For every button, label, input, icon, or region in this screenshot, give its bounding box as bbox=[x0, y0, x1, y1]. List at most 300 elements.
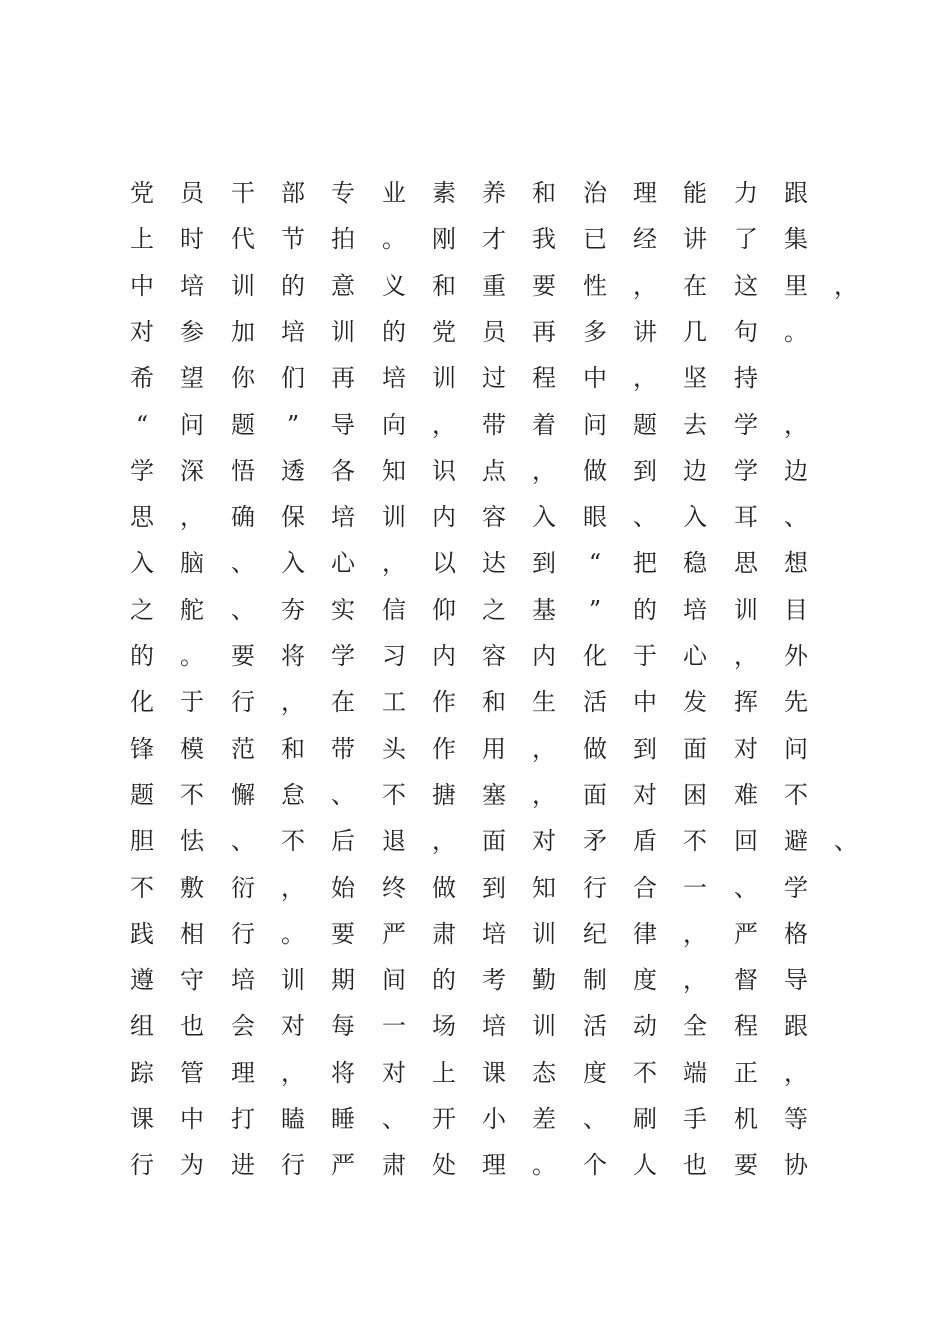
char: 动 bbox=[633, 1012, 657, 1040]
char: 不 bbox=[683, 827, 707, 855]
char: 发 bbox=[683, 688, 707, 716]
char: ， bbox=[683, 920, 707, 948]
char: 识 bbox=[432, 457, 456, 485]
char: 我 bbox=[532, 225, 556, 253]
char: 对 bbox=[281, 1012, 305, 1040]
char: 舵 bbox=[180, 596, 204, 624]
char: 瞌 bbox=[281, 1105, 305, 1133]
char: 理 bbox=[482, 1151, 506, 1179]
char: 挥 bbox=[734, 688, 758, 716]
char: 在 bbox=[683, 272, 707, 300]
char: 训 bbox=[432, 364, 456, 392]
char: 达 bbox=[482, 549, 506, 577]
char: 员 bbox=[180, 179, 204, 207]
char: 作 bbox=[432, 735, 456, 763]
char: 每 bbox=[331, 1012, 355, 1040]
char: 用 bbox=[482, 735, 506, 763]
char: 场 bbox=[432, 1012, 456, 1040]
char: 培 bbox=[482, 1012, 506, 1040]
char: 题 bbox=[231, 411, 255, 439]
char: 生 bbox=[532, 688, 556, 716]
char: 的 bbox=[633, 596, 657, 624]
char: 思 bbox=[130, 503, 154, 531]
char: 问 bbox=[784, 735, 808, 763]
char: 、 bbox=[231, 549, 255, 577]
char: 制 bbox=[583, 966, 607, 994]
char: 人 bbox=[633, 1151, 657, 1179]
char: 态 bbox=[532, 1059, 556, 1087]
char: 困 bbox=[683, 781, 707, 809]
char: 训 bbox=[331, 318, 355, 346]
char: 先 bbox=[784, 688, 808, 716]
char: 希 bbox=[130, 364, 154, 392]
char: 题 bbox=[633, 411, 657, 439]
char: 理 bbox=[231, 1059, 255, 1087]
char: 睡 bbox=[331, 1105, 355, 1133]
char: 肃 bbox=[382, 1151, 406, 1179]
char: 、 bbox=[734, 874, 758, 902]
char: 跟 bbox=[784, 179, 808, 207]
char: 进 bbox=[231, 1151, 255, 1179]
char: 入 bbox=[532, 503, 556, 531]
char: 。 bbox=[532, 1151, 556, 1179]
char: 和 bbox=[532, 179, 556, 207]
char: 训 bbox=[734, 596, 758, 624]
char: 、 bbox=[231, 596, 255, 624]
char: 的 bbox=[130, 642, 154, 670]
char: 经 bbox=[633, 225, 657, 253]
char: ， bbox=[532, 735, 556, 763]
char: 践 bbox=[130, 920, 154, 948]
char: 机 bbox=[734, 1105, 758, 1133]
char: 始 bbox=[331, 874, 355, 902]
char: 难 bbox=[734, 781, 758, 809]
char: 想 bbox=[784, 549, 808, 577]
char: 。 bbox=[382, 225, 406, 253]
char: 差 bbox=[532, 1105, 556, 1133]
char: 、 bbox=[633, 503, 657, 531]
char: 们 bbox=[281, 364, 305, 392]
char: 养 bbox=[482, 179, 506, 207]
char: 课 bbox=[130, 1105, 154, 1133]
char: 的 bbox=[281, 272, 305, 300]
char: 耳 bbox=[734, 503, 758, 531]
char: 搪 bbox=[432, 781, 456, 809]
char: ， bbox=[633, 272, 657, 300]
char: 。 bbox=[281, 920, 305, 948]
char: 到 bbox=[482, 874, 506, 902]
char: 员 bbox=[482, 318, 506, 346]
char: 做 bbox=[432, 874, 456, 902]
char: 和 bbox=[432, 272, 456, 300]
char: 学 bbox=[331, 642, 355, 670]
char: 带 bbox=[482, 411, 506, 439]
char: 端 bbox=[683, 1059, 707, 1087]
char: 不 bbox=[281, 827, 305, 855]
char: 头 bbox=[382, 735, 406, 763]
char: 入 bbox=[683, 503, 707, 531]
char: 确 bbox=[231, 503, 255, 531]
char: 要 bbox=[231, 642, 255, 670]
char: 中 bbox=[180, 1105, 204, 1133]
char: 以 bbox=[432, 549, 456, 577]
char: 上 bbox=[432, 1059, 456, 1087]
char: ， bbox=[281, 874, 305, 902]
char: 要 bbox=[734, 1151, 758, 1179]
char: 勤 bbox=[532, 966, 556, 994]
char: ， bbox=[180, 503, 204, 531]
char: ” bbox=[286, 411, 300, 439]
char: 不 bbox=[130, 874, 154, 902]
char: 内 bbox=[432, 642, 456, 670]
char: ， bbox=[432, 411, 456, 439]
char: 也 bbox=[180, 1012, 204, 1040]
char: 目 bbox=[784, 596, 808, 624]
char: 处 bbox=[432, 1151, 456, 1179]
char: 一 bbox=[683, 874, 707, 902]
char: ， bbox=[382, 549, 406, 577]
char: 、 bbox=[382, 1105, 406, 1133]
char: 内 bbox=[532, 642, 556, 670]
char: 和 bbox=[482, 688, 506, 716]
char: 、 bbox=[231, 827, 255, 855]
char: 矛 bbox=[583, 827, 607, 855]
char: 程 bbox=[532, 364, 556, 392]
char: 悟 bbox=[231, 457, 255, 485]
char: 对 bbox=[532, 827, 556, 855]
char: 上 bbox=[130, 225, 154, 253]
char: 过 bbox=[482, 364, 506, 392]
char: ， bbox=[432, 827, 456, 855]
char: 培 bbox=[683, 596, 707, 624]
char: 重 bbox=[482, 272, 506, 300]
char: 培 bbox=[482, 920, 506, 948]
char: 肃 bbox=[432, 920, 456, 948]
char: 组 bbox=[130, 1012, 154, 1040]
char: 个 bbox=[583, 1151, 607, 1179]
char: ， bbox=[784, 411, 808, 439]
char: 课 bbox=[482, 1059, 506, 1087]
char: 模 bbox=[180, 735, 204, 763]
char: 知 bbox=[532, 874, 556, 902]
char: 代 bbox=[231, 225, 255, 253]
char: 化 bbox=[583, 642, 607, 670]
char: 面 bbox=[583, 781, 607, 809]
char: 化 bbox=[130, 688, 154, 716]
char: 集 bbox=[784, 225, 808, 253]
char: 后 bbox=[331, 827, 355, 855]
char: 到 bbox=[532, 549, 556, 577]
char: ， bbox=[633, 364, 657, 392]
char: 学 bbox=[784, 874, 808, 902]
char: 度 bbox=[633, 966, 657, 994]
char: 纪 bbox=[583, 920, 607, 948]
char: 将 bbox=[331, 1059, 355, 1087]
char: 了 bbox=[734, 225, 758, 253]
char: 衍 bbox=[231, 874, 255, 902]
char: 遵 bbox=[130, 966, 154, 994]
char: 不 bbox=[180, 781, 204, 809]
char: 加 bbox=[231, 318, 255, 346]
char: 仰 bbox=[432, 596, 456, 624]
char: 守 bbox=[180, 966, 204, 994]
char: 行 bbox=[231, 688, 255, 716]
char: 对 bbox=[633, 781, 657, 809]
char: 才 bbox=[482, 225, 506, 253]
char: 透 bbox=[281, 457, 305, 485]
char: 、 bbox=[834, 827, 858, 855]
char: 要 bbox=[532, 272, 556, 300]
char: 稳 bbox=[683, 549, 707, 577]
char: 治 bbox=[583, 179, 607, 207]
char: 盾 bbox=[633, 827, 657, 855]
char: 格 bbox=[784, 920, 808, 948]
char: 学 bbox=[130, 457, 154, 485]
char: 边 bbox=[683, 457, 707, 485]
char: 中 bbox=[130, 272, 154, 300]
char: 学 bbox=[734, 457, 758, 485]
char: 怯 bbox=[180, 827, 204, 855]
char: 督 bbox=[734, 966, 758, 994]
char: “ bbox=[135, 411, 149, 439]
char: 训 bbox=[532, 1012, 556, 1040]
char: 持 bbox=[734, 364, 758, 392]
char: 对 bbox=[382, 1059, 406, 1087]
char: 望 bbox=[180, 364, 204, 392]
char: 心 bbox=[683, 642, 707, 670]
char: 理 bbox=[633, 179, 657, 207]
char: 刷 bbox=[633, 1105, 657, 1133]
char: 退 bbox=[382, 827, 406, 855]
char: 入 bbox=[130, 549, 154, 577]
char: 党 bbox=[130, 179, 154, 207]
char: 实 bbox=[331, 596, 355, 624]
char: 基 bbox=[532, 596, 556, 624]
char: 多 bbox=[583, 318, 607, 346]
char: 容 bbox=[482, 642, 506, 670]
char: 义 bbox=[382, 272, 406, 300]
char: 为 bbox=[180, 1151, 204, 1179]
char: 程 bbox=[734, 1012, 758, 1040]
char: 容 bbox=[482, 503, 506, 531]
char: 训 bbox=[382, 503, 406, 531]
char: 。 bbox=[784, 318, 808, 346]
char: 信 bbox=[382, 596, 406, 624]
char: 行 bbox=[583, 874, 607, 902]
char: 思 bbox=[734, 549, 758, 577]
char: 力 bbox=[734, 179, 758, 207]
char: 眼 bbox=[583, 503, 607, 531]
char: 工 bbox=[382, 688, 406, 716]
char: 意 bbox=[331, 272, 355, 300]
char: 、 bbox=[583, 1105, 607, 1133]
char: 对 bbox=[734, 735, 758, 763]
char: 懈 bbox=[231, 781, 255, 809]
char: 各 bbox=[331, 457, 355, 485]
char: 培 bbox=[281, 318, 305, 346]
char: 间 bbox=[382, 966, 406, 994]
char: 、 bbox=[784, 503, 808, 531]
char: 外 bbox=[784, 642, 808, 670]
char: 于 bbox=[633, 642, 657, 670]
char: 将 bbox=[281, 642, 305, 670]
char: 讲 bbox=[683, 225, 707, 253]
char: ， bbox=[683, 966, 707, 994]
char: 党 bbox=[432, 318, 456, 346]
char: 度 bbox=[583, 1059, 607, 1087]
char: 考 bbox=[482, 966, 506, 994]
char: 边 bbox=[784, 457, 808, 485]
char: 也 bbox=[683, 1151, 707, 1179]
char: 踪 bbox=[130, 1059, 154, 1087]
char: 做 bbox=[583, 735, 607, 763]
char: 活 bbox=[583, 688, 607, 716]
char: 刚 bbox=[432, 225, 456, 253]
char: 的 bbox=[432, 966, 456, 994]
char: 中 bbox=[633, 688, 657, 716]
char: 律 bbox=[633, 920, 657, 948]
char: 几 bbox=[683, 318, 707, 346]
char: ， bbox=[532, 781, 556, 809]
char: 严 bbox=[734, 920, 758, 948]
char: 心 bbox=[331, 549, 355, 577]
char: 于 bbox=[180, 688, 204, 716]
char: 脑 bbox=[180, 549, 204, 577]
char: 严 bbox=[331, 1151, 355, 1179]
char: 干 bbox=[231, 179, 255, 207]
char: 之 bbox=[482, 596, 506, 624]
char: 专 bbox=[331, 179, 355, 207]
char: 点 bbox=[482, 457, 506, 485]
char: 会 bbox=[231, 1012, 255, 1040]
char: 导 bbox=[784, 966, 808, 994]
char: 中 bbox=[583, 364, 607, 392]
char: 学 bbox=[734, 411, 758, 439]
char: 性 bbox=[583, 272, 607, 300]
char: 在 bbox=[331, 688, 355, 716]
char: 行 bbox=[130, 1151, 154, 1179]
char: 题 bbox=[130, 781, 154, 809]
char: 内 bbox=[432, 503, 456, 531]
char: 里 bbox=[784, 272, 808, 300]
char: 的 bbox=[382, 318, 406, 346]
char: 知 bbox=[382, 457, 406, 485]
char: 再 bbox=[532, 318, 556, 346]
char: 范 bbox=[231, 735, 255, 763]
char: 等 bbox=[784, 1105, 808, 1133]
char: 导 bbox=[331, 411, 355, 439]
char: 不 bbox=[382, 781, 406, 809]
char: 手 bbox=[683, 1105, 707, 1133]
char: 严 bbox=[382, 920, 406, 948]
char: 管 bbox=[180, 1059, 204, 1087]
char: 问 bbox=[583, 411, 607, 439]
char: 到 bbox=[633, 457, 657, 485]
char: 怠 bbox=[281, 781, 305, 809]
char: 培 bbox=[331, 503, 355, 531]
char: 讲 bbox=[633, 318, 657, 346]
char: 训 bbox=[231, 272, 255, 300]
char: 培 bbox=[382, 364, 406, 392]
char: 这 bbox=[734, 272, 758, 300]
char: 锋 bbox=[130, 735, 154, 763]
char: 小 bbox=[482, 1105, 506, 1133]
char: ， bbox=[784, 1059, 808, 1087]
char: 做 bbox=[583, 457, 607, 485]
char: 塞 bbox=[482, 781, 506, 809]
char: 、 bbox=[331, 781, 355, 809]
char: 回 bbox=[734, 827, 758, 855]
char: 习 bbox=[382, 642, 406, 670]
char: 培 bbox=[231, 966, 255, 994]
char: 夯 bbox=[281, 596, 305, 624]
char: 协 bbox=[784, 1151, 808, 1179]
char: 入 bbox=[281, 549, 305, 577]
char: 终 bbox=[382, 874, 406, 902]
char: 一 bbox=[382, 1012, 406, 1040]
char: 业 bbox=[382, 179, 406, 207]
char: 活 bbox=[583, 1012, 607, 1040]
char: 已 bbox=[583, 225, 607, 253]
char: 开 bbox=[432, 1105, 456, 1133]
char: 句 bbox=[734, 318, 758, 346]
char: 对 bbox=[130, 318, 154, 346]
char: 相 bbox=[180, 920, 204, 948]
char: 合 bbox=[633, 874, 657, 902]
char: 和 bbox=[281, 735, 305, 763]
char: 胆 bbox=[130, 827, 154, 855]
char: 面 bbox=[683, 735, 707, 763]
char: ” bbox=[588, 596, 602, 624]
char: 训 bbox=[532, 920, 556, 948]
char: ， bbox=[834, 272, 858, 300]
char: 期 bbox=[331, 966, 355, 994]
char: ， bbox=[281, 688, 305, 716]
char: 带 bbox=[331, 735, 355, 763]
char: 跟 bbox=[784, 1012, 808, 1040]
char: 行 bbox=[231, 920, 255, 948]
char: 你 bbox=[231, 364, 255, 392]
char: 作 bbox=[432, 688, 456, 716]
char: 打 bbox=[231, 1105, 255, 1133]
char: 部 bbox=[281, 179, 305, 207]
char: 坚 bbox=[683, 364, 707, 392]
char: 行 bbox=[281, 1151, 305, 1179]
char: ， bbox=[734, 642, 758, 670]
char: 节 bbox=[281, 225, 305, 253]
char: 保 bbox=[281, 503, 305, 531]
char: 素 bbox=[432, 179, 456, 207]
char: 再 bbox=[331, 364, 355, 392]
char: 培 bbox=[180, 272, 204, 300]
char: 能 bbox=[683, 179, 707, 207]
char: 问 bbox=[180, 411, 204, 439]
char: ， bbox=[532, 457, 556, 485]
char: ， bbox=[281, 1059, 305, 1087]
char: 去 bbox=[683, 411, 707, 439]
char: 面 bbox=[482, 827, 506, 855]
char: 拍 bbox=[331, 225, 355, 253]
char: 把 bbox=[633, 549, 657, 577]
char: 深 bbox=[180, 457, 204, 485]
char: 正 bbox=[734, 1059, 758, 1087]
char: 着 bbox=[532, 411, 556, 439]
char: 要 bbox=[331, 920, 355, 948]
char: 参 bbox=[180, 318, 204, 346]
char: 不 bbox=[633, 1059, 657, 1087]
char: 不 bbox=[784, 781, 808, 809]
char: 向 bbox=[382, 411, 406, 439]
